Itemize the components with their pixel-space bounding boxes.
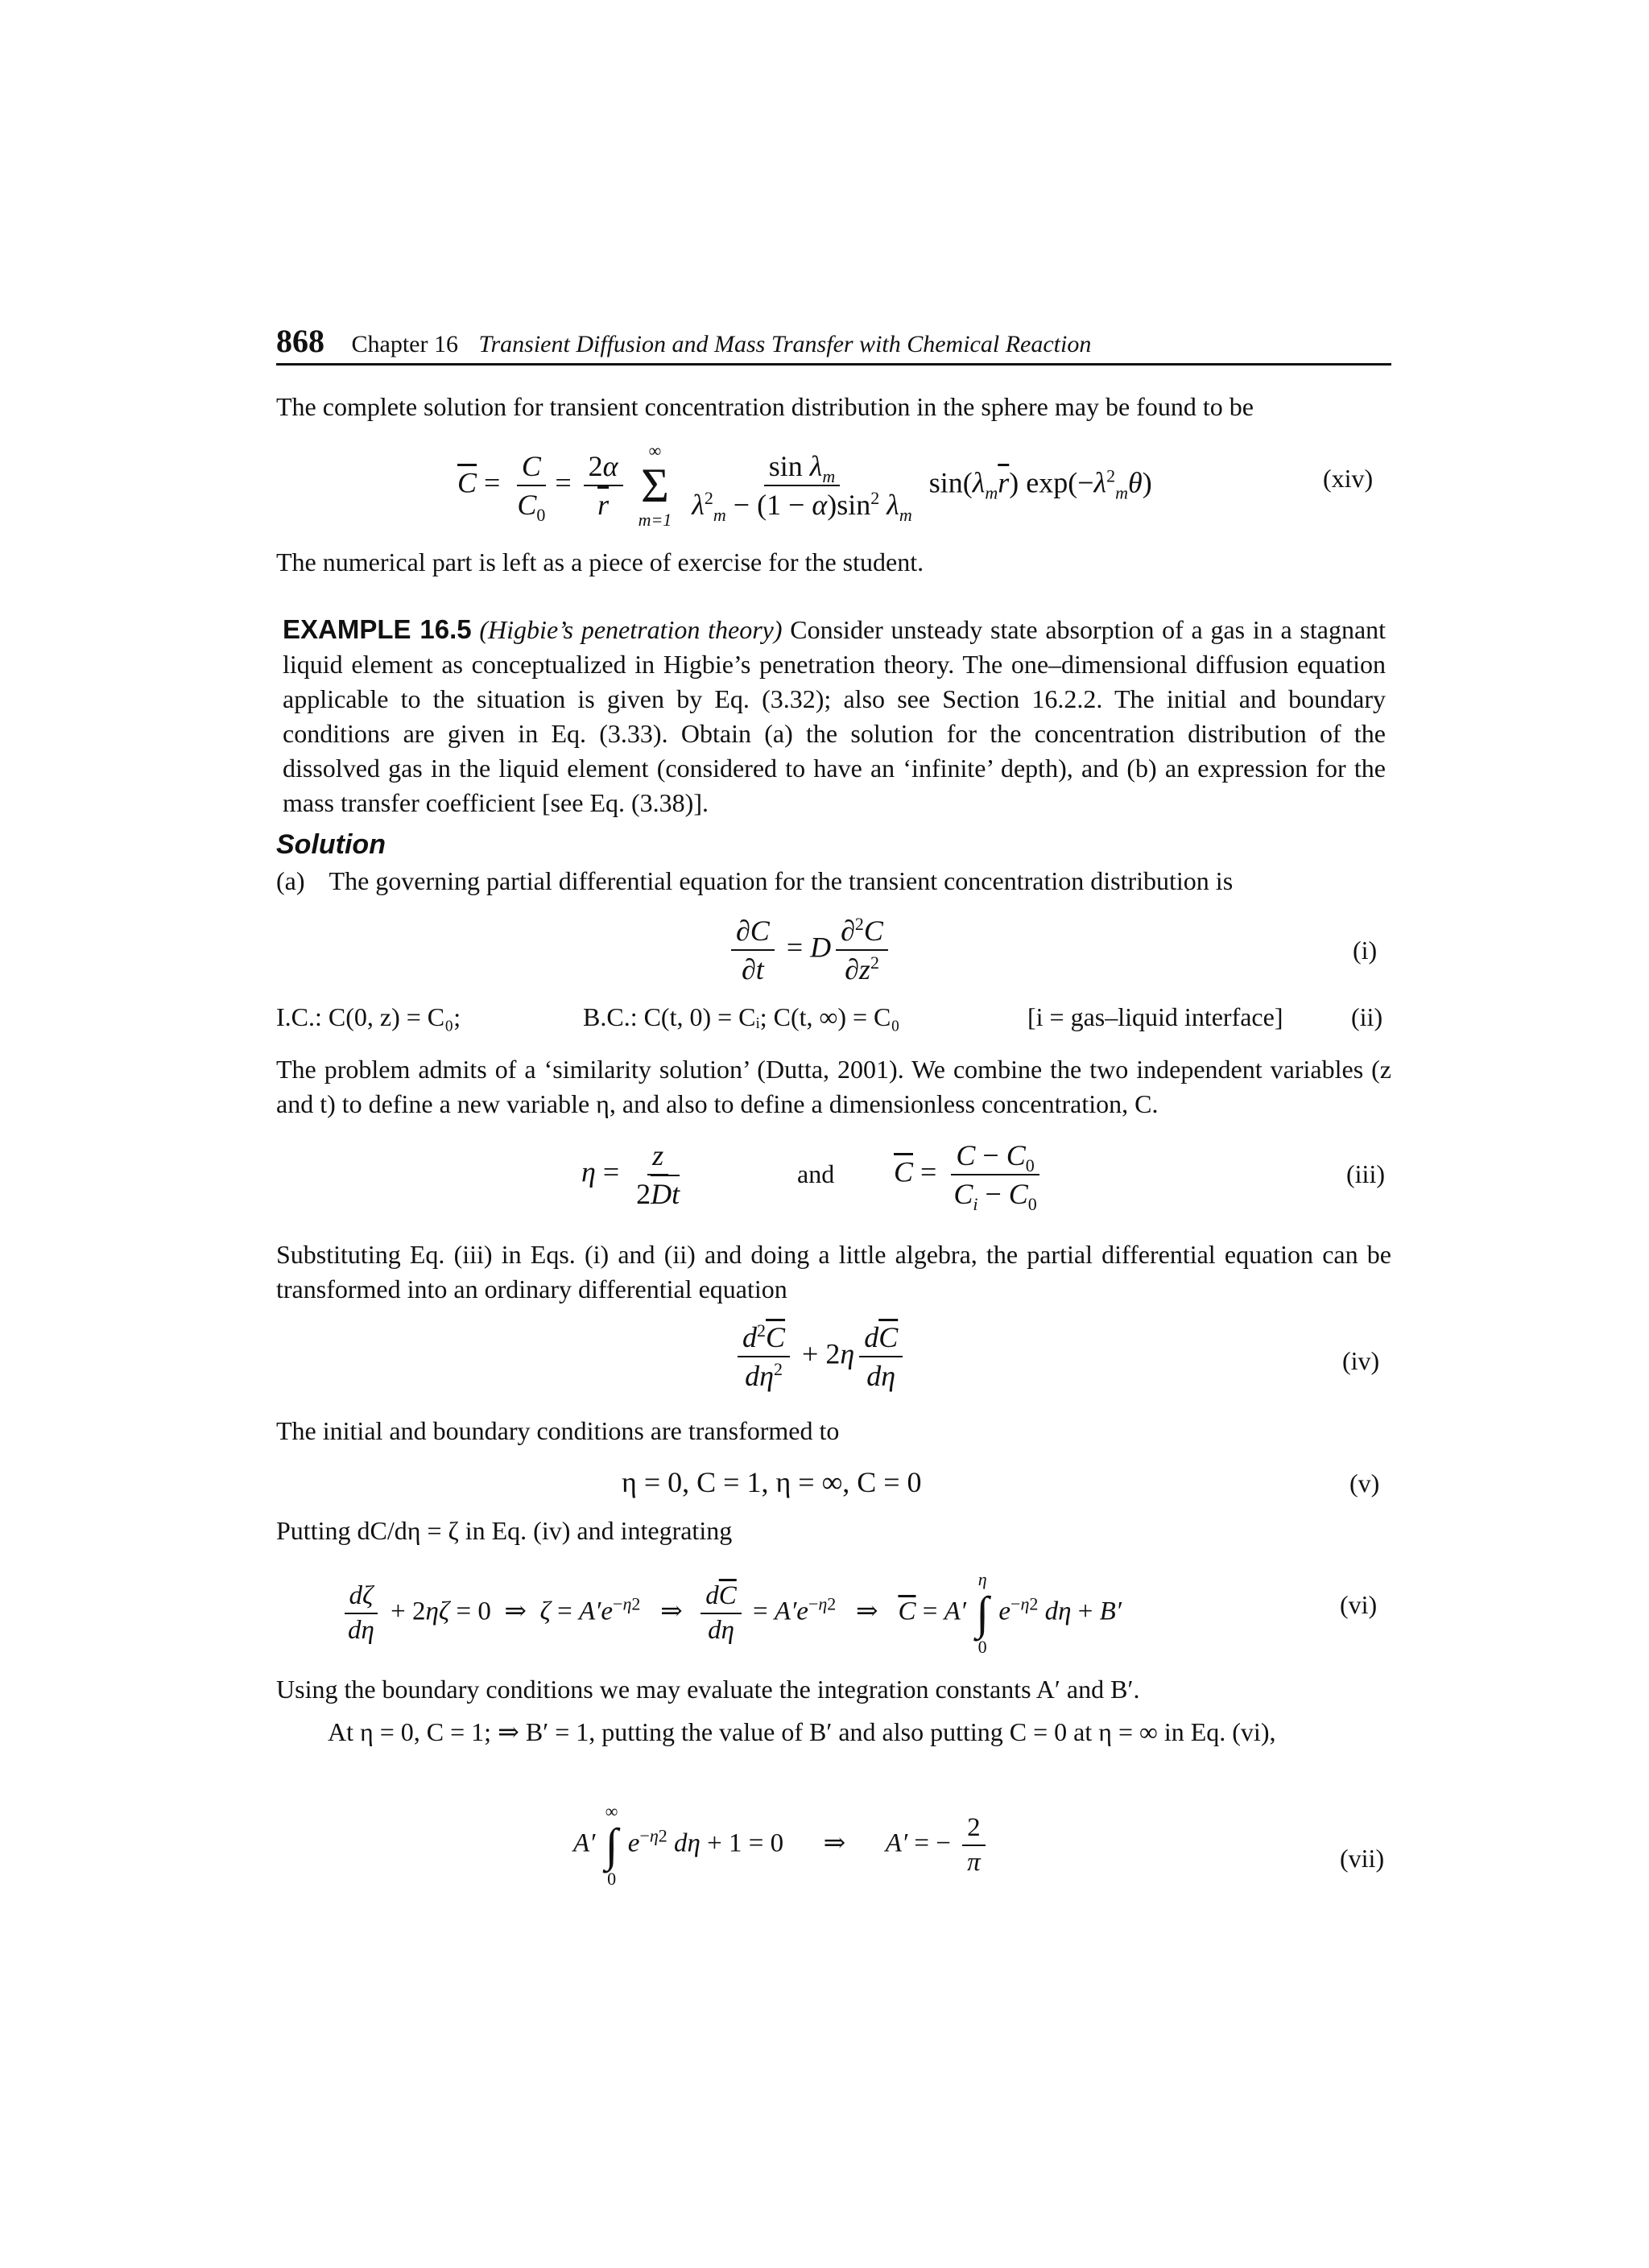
example-label: EXAMPLE 16.5 [283,614,472,644]
equation-iii-cbar: $\overline{C}$ = $\frac{C - C_0}{C_i - C_0}$ [894,1138,1047,1211]
equation-iii-label: (iii) [1346,1159,1385,1188]
equation-v: η = 0, C = 1, η = ∞, C = 0 [622,1466,922,1498]
equation-v-label: (v) [1349,1469,1380,1498]
equation-i: $\frac{\partial C}{\partial t}$ = D $\frac{\partial^2C}{\partial z^2}$ [726,914,893,986]
chapter-label: Chapter 16 [351,331,458,357]
putting-paragraph: Putting dC/dη = ζ in Eq. (iv) and integrating [276,1516,733,1545]
similarity-paragraph: The problem admits of a ‘similarity solution’ (Dutta, 2001). We combine the two independent variables (z and t) to define a new variable η, and also to define a dimensionless concentration, C. [276,1055,1391,1118]
part-a [276,864,1391,899]
initial-condition: I.C.: C(0, z) = C₀; [276,1002,461,1031]
interface-note: [i = gas–liquid interface] [1027,1002,1283,1031]
example-title: (Higbie’s penetration theory) [479,615,783,644]
equation-vi: $\frac{d\zeta}{d\eta}$ + 2ηζ = 0 ⇒ $\zeta = A'e^{-\eta 2}$ ⇒ $\frac{d\overline{C}}{d\eta}$ = $A'e^{-\eta 2}$ ⇒ $\overline{C} = A'$ η ∫ 0 $e^{-\eta 2}$ dη + B′ [338,1570,1122,1657]
part-a-label: (a) [276,866,305,895]
transformed-paragraph: The initial and boundary conditions are transformed to [276,1416,840,1445]
part-a-text: The governing partial differential equation for the transient concentration distribution is [329,866,1234,895]
equation-iv-label: (iv) [1342,1346,1380,1375]
header-rule [276,363,1391,366]
equation-i-label: (i) [1353,936,1378,965]
equation-iii-and: and [797,1159,835,1188]
example-text: Consider unsteady state absorption of a gas in a stagnant liquid element as conceptualized in Higbie’s penetration theory. The one–dimensional diffusion equation applicable to the situation is given by Eq. (3.32); also see Section 16.2.2. The initial and boundary conditions are given in Eq. (3.33). Obtain (a) the solution for the concentration distribution of the dissolved gas in the liquid element (considered to have an ‘infinite’ depth), and (b) an expression for the mass transfer coefficient [see Eq. (3.38)]. [283,615,1387,817]
at-paragraph: At η = 0, C = 1; ⇒ B′ = 1, putting the value of B′ and also putting C = 0 at η = ∞ in Eq. (vi), [328,1717,1276,1746]
page-number: 868 [276,323,324,359]
intro-paragraph: The complete solution for transient concentration distribution in the sphere may be found to be [276,392,1254,421]
chapter-title: Transient Diffusion and Mass Transfer with Chemical Reaction [478,331,1092,357]
equation-xiv: $\overline{C}$ = $\frac{C}{C_0}$ = $\frac{2\alpha}{r}$ ∞ Σ m=1 $\frac{\sin \lambda_m}{\lambda^2_m - (1 - \alpha)\sin^2 \lambda_m}$ $\sin(\lambda_m\overline{r})$ $\exp(-\lambda^2_m\theta)$ [457,440,1152,530]
equation-vii: A′ ∞ ∫ 0 $e^{-\eta 2}$ dη + 1 = 0 ⇒ A′ = − $\frac{2}{\pi}$ [573,1802,990,1889]
equation-vi-label: (vi) [1340,1590,1378,1619]
equation-xiv-label: (xiv) [1323,464,1374,493]
page-header [276,322,1391,360]
boundary-condition: B.C.: C(t, 0) = Cᵢ; C(t, ∞) = C₀ [583,1002,900,1031]
numerical-note: The numerical part is left as a piece of exercise for the student. [276,547,924,576]
solution-heading: Solution [276,829,386,860]
equation-ii-label: (ii) [1351,1002,1383,1031]
example-block [283,612,1386,820]
equation-iv: $\frac{d^2\overline{C}}{d\eta^2}$ + 2η $\frac{d\overline{C}}{d\eta}$ [733,1320,907,1393]
substituting-paragraph: Substituting Eq. (iii) in Eqs. (i) and (ii) and doing a little algebra, the partial differential equation can be transformed into an ordinary differential equation [276,1240,1391,1303]
equation-vii-label: (vii) [1340,1844,1385,1873]
equation-iii-eta: η = $\frac{z}{2Dt}$ [581,1139,680,1210]
constants-paragraph: Using the boundary conditions we may evaluate the integration constants A′ and B′. [276,1675,1140,1704]
